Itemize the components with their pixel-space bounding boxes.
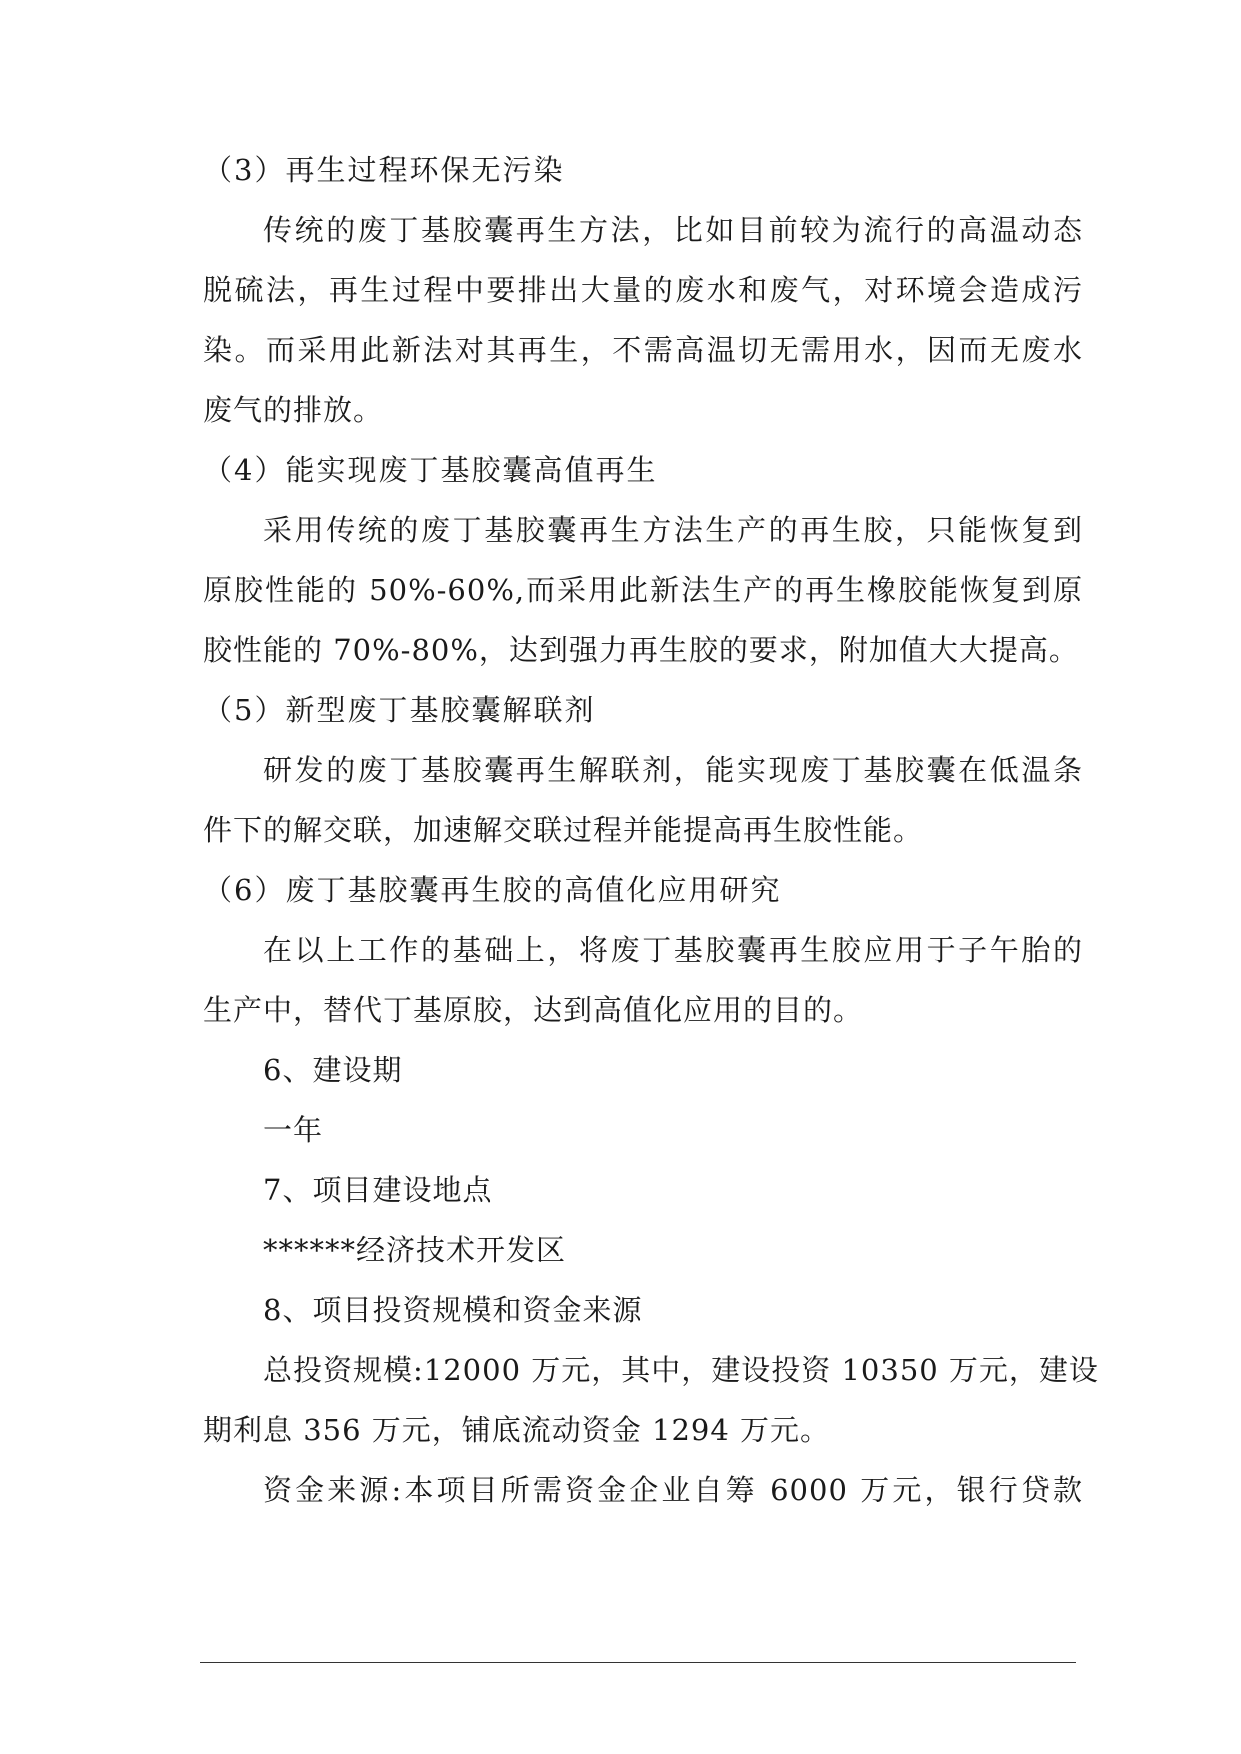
section-heading-5: （5）新型废丁基胶囊解联剂 bbox=[203, 693, 596, 727]
paragraph-line: 胶性能的 70%-80%，达到强力再生胶的要求，附加值大大提高。 bbox=[203, 633, 1079, 667]
section-heading-3: （3）再生过程环保无污染 bbox=[203, 153, 565, 187]
construction-period-value: 一年 bbox=[263, 1113, 324, 1147]
item-heading-investment: 8、项目投资规模和资金来源 bbox=[263, 1293, 643, 1327]
section-heading-4: （4）能实现废丁基胶囊高值再生 bbox=[203, 453, 658, 487]
paragraph-line: 总投资规模:12000 万元，其中，建设投资 10350 万元，建设 bbox=[263, 1353, 1099, 1387]
paragraph-line: 生产中，替代丁基原胶，达到高值化应用的目的。 bbox=[203, 993, 864, 1027]
paragraph-line: 废气的排放。 bbox=[203, 393, 384, 427]
paragraph-line: 脱硫法，再生过程中要排出大量的废水和废气，对环境会造成污 bbox=[203, 273, 1083, 307]
paragraph-line: 期利息 356 万元，铺底流动资金 1294 万元。 bbox=[203, 1413, 831, 1447]
paragraph-line: 件下的解交联，加速解交联过程并能提高再生胶性能。 bbox=[203, 813, 924, 847]
paragraph-line: 原胶性能的 50%-60%,而采用此新法生产的再生橡胶能恢复到原 bbox=[203, 573, 1083, 607]
item-heading-construction-period: 6、建设期 bbox=[263, 1053, 403, 1087]
location-value: ******经济技术开发区 bbox=[263, 1233, 567, 1267]
item-heading-location: 7、项目建设地点 bbox=[263, 1173, 493, 1207]
paragraph-line: 染。而采用此新法对其再生，不需高温切无需用水，因而无废水 bbox=[203, 333, 1083, 367]
paragraph-line: 研发的废丁基胶囊再生解联剂，能实现废丁基胶囊在低温条 bbox=[263, 753, 1083, 787]
paragraph-line: 采用传统的废丁基胶囊再生方法生产的再生胶，只能恢复到 bbox=[263, 513, 1083, 547]
paragraph-line: 在以上工作的基础上，将废丁基胶囊再生胶应用于子午胎的 bbox=[263, 933, 1083, 967]
paragraph-line: 资金来源:本项目所需资金企业自筹 6000 万元，银行贷款 bbox=[263, 1473, 1083, 1507]
document-body bbox=[203, 140, 1099, 1520]
paragraph-line: 传统的废丁基胶囊再生方法，比如目前较为流行的高温动态 bbox=[263, 213, 1083, 247]
footer-divider bbox=[200, 1662, 1076, 1663]
section-heading-6: （6）废丁基胶囊再生胶的高值化应用研究 bbox=[203, 873, 782, 907]
